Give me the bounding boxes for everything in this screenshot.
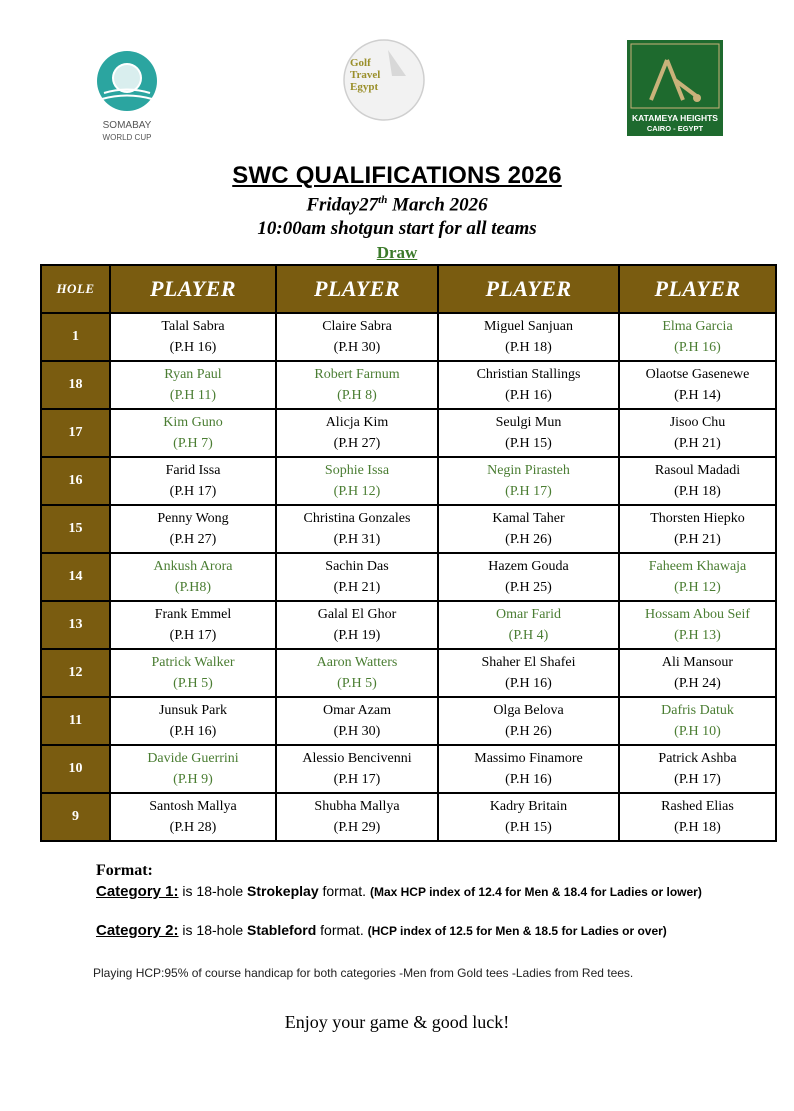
player-handicap: (P.H 27) [333, 436, 381, 451]
player-column-header: PLAYER [276, 265, 438, 313]
player-handicap: (P.H 16) [674, 340, 721, 355]
player-name: Ryan Paul [164, 367, 222, 382]
player-handicap: (P.H 30) [333, 340, 381, 355]
player-cell [438, 457, 619, 505]
player-name: Christian Stallings [476, 367, 581, 382]
player-cell [438, 553, 619, 601]
player-column-header: PLAYER [438, 265, 619, 313]
somabay-world-cup-logo [84, 48, 170, 143]
player-cell [619, 649, 776, 697]
category-1-format: Strokeplay [247, 883, 319, 899]
player-name: Talal Sabra [161, 319, 225, 334]
category-2-label: Category 2: [96, 922, 179, 939]
player-name: Junsuk Park [158, 703, 228, 718]
player-handicap: (P.H 7) [173, 436, 213, 451]
hole-number: 12 [41, 649, 110, 697]
table-row [41, 793, 776, 841]
gte-logo-line3: Egypt [350, 81, 379, 93]
player-cell [110, 361, 276, 409]
gte-logo-line1: Golf [350, 57, 371, 69]
player-cell [438, 697, 619, 745]
player-name: Rashed Elias [661, 799, 734, 814]
player-cell [619, 457, 776, 505]
player-name: Kim Guno [163, 415, 223, 430]
player-cell [276, 649, 438, 697]
katameya-heights-logo [627, 40, 723, 136]
player-name: Shaher El Shafei [481, 655, 576, 670]
player-cell [619, 361, 776, 409]
player-cell [110, 697, 276, 745]
player-handicap: (P.H 17) [674, 772, 721, 787]
player-handicap: (P.H 9) [173, 772, 213, 787]
somabay-logo-line2: WORLD CUP [102, 133, 152, 142]
hole-column-header: HOLE [41, 265, 110, 313]
player-name: Miguel Sanjuan [483, 319, 574, 334]
player-handicap: (P.H 25) [505, 580, 552, 595]
player-cell [619, 601, 776, 649]
player-handicap: (P.H 19) [333, 628, 381, 643]
format-heading: Format: [96, 862, 153, 879]
player-handicap: (P.H 15) [505, 436, 552, 451]
player-handicap: (P.H 13) [674, 628, 721, 643]
player-name: Ankush Arora [153, 559, 233, 574]
player-name: Sophie Issa [324, 463, 390, 478]
player-cell [438, 601, 619, 649]
player-cell [276, 601, 438, 649]
player-handicap: (P.H 17) [333, 772, 381, 787]
player-handicap: (P.H 8) [337, 388, 377, 403]
event-date [0, 194, 794, 216]
date-prefix: Friday27 [306, 194, 379, 216]
player-handicap: (P.H 16) [505, 772, 552, 787]
player-name: Galal El Ghor [317, 607, 397, 622]
player-cell [619, 553, 776, 601]
player-handicap: (P.H 30) [333, 724, 381, 739]
player-handicap: (P.H 18) [674, 820, 721, 835]
player-cell [110, 601, 276, 649]
player-cell [276, 505, 438, 553]
player-name: Omar Farid [496, 607, 561, 622]
player-cell [276, 697, 438, 745]
player-cell [276, 553, 438, 601]
player-name: Patrick Walker [151, 655, 235, 670]
player-handicap: (P.H 15) [505, 820, 552, 835]
player-cell [276, 409, 438, 457]
player-handicap: (P.H 29) [333, 820, 381, 835]
player-name: Sachin Das [325, 559, 389, 574]
player-name: Patrick Ashba [658, 751, 737, 766]
player-handicap: (P.H 12) [674, 580, 721, 595]
somabay-logo-line1: SOMABAY [102, 120, 152, 131]
player-cell [619, 697, 776, 745]
player-name: Claire Sabra [322, 319, 392, 334]
player-cell [110, 553, 276, 601]
player-handicap: (P.H 14) [674, 388, 721, 403]
golf-travel-egypt-logo [340, 36, 428, 124]
player-column-header: PLAYER [110, 265, 276, 313]
player-handicap: (P.H 24) [674, 676, 721, 691]
player-name: Shubha Mallya [314, 799, 400, 814]
category-1-after: format. [318, 883, 370, 899]
category-2-format: Stableford [247, 922, 317, 938]
hole-number: 9 [41, 793, 110, 841]
player-name: Faheem Khawaja [648, 559, 747, 574]
hole-number: 18 [41, 361, 110, 409]
category-1-label: Category 1: [96, 883, 179, 900]
player-name: Alicja Kim [325, 415, 389, 430]
player-name: Olga Belova [493, 703, 564, 718]
player-column-header: PLAYER [619, 265, 776, 313]
table-row [41, 553, 776, 601]
player-handicap: (P.H 21) [333, 580, 381, 595]
player-name: Penny Wong [157, 511, 229, 526]
draw-heading: Draw [376, 243, 418, 262]
player-handicap: (P.H 16) [169, 340, 217, 355]
player-cell [110, 313, 276, 361]
page-title: SWC QUALIFICATIONS 2026 [232, 162, 562, 189]
table-row [41, 745, 776, 793]
player-handicap: (P.H 16) [505, 676, 552, 691]
player-name: Christina Gonzales [303, 511, 411, 526]
player-cell [276, 361, 438, 409]
category-2-after: format. [316, 922, 368, 938]
player-name: Ali Mansour [661, 655, 734, 670]
player-name: Elma Garcia [662, 319, 733, 334]
table-row [41, 697, 776, 745]
start-info: 10:00am shotgun start for all teams [257, 218, 537, 239]
player-handicap: (P.H 17) [169, 484, 217, 499]
player-name: Santosh Mallya [149, 799, 237, 814]
player-handicap: (P.H 5) [337, 676, 377, 691]
player-cell [110, 793, 276, 841]
hole-number: 1 [41, 313, 110, 361]
player-name: Omar Azam [322, 703, 392, 718]
table-row [41, 601, 776, 649]
katameya-logo-line1: KATAMEYA HEIGHTS [632, 113, 718, 123]
player-cell [110, 745, 276, 793]
player-handicap: (P.H 16) [169, 724, 217, 739]
player-handicap: (P.H 26) [505, 532, 552, 547]
player-handicap: (P.H 21) [674, 532, 721, 547]
player-cell [276, 313, 438, 361]
player-handicap: (P.H 28) [169, 820, 217, 835]
player-name: Kadry Britain [489, 799, 568, 814]
player-handicap: (P.H 11) [169, 388, 217, 403]
player-name: Farid Issa [165, 463, 221, 478]
hole-number: 14 [41, 553, 110, 601]
player-handicap: (P.H 31) [333, 532, 381, 547]
hole-number: 16 [41, 457, 110, 505]
date-rest: March 2026 [387, 194, 488, 216]
player-name: Dafris Datuk [661, 703, 734, 718]
player-name: Hazem Gouda [488, 559, 569, 574]
player-name: Kamal Taher [492, 511, 565, 526]
player-cell [110, 409, 276, 457]
player-cell [619, 793, 776, 841]
player-handicap: (P.H 21) [674, 436, 721, 451]
player-cell [110, 649, 276, 697]
table-row [41, 457, 776, 505]
gte-logo-line2: Travel [350, 69, 381, 81]
player-name: Jisoo Chu [669, 415, 726, 430]
player-cell [276, 745, 438, 793]
category-2-text [96, 921, 736, 940]
hole-number: 17 [41, 409, 110, 457]
hole-number: 13 [41, 601, 110, 649]
player-name: Massimo Finamore [474, 751, 583, 766]
player-name: Thorsten Hiepko [650, 511, 745, 526]
player-handicap: (P.H 26) [505, 724, 552, 739]
category-1-desc: is 18-hole [178, 883, 248, 899]
player-handicap: (P.H 27) [169, 532, 217, 547]
hole-number: 10 [41, 745, 110, 793]
table-row [41, 361, 776, 409]
category-1-note: (Max HCP index of 12.4 for Men & 18.4 for Ladies or lower) [369, 885, 702, 899]
table-row [41, 505, 776, 553]
player-cell [438, 313, 619, 361]
player-name: Aaron Watters [316, 655, 398, 670]
hole-number: 11 [41, 697, 110, 745]
player-cell [438, 649, 619, 697]
player-cell [276, 457, 438, 505]
player-name: Frank Emmel [154, 607, 232, 622]
player-cell [619, 313, 776, 361]
player-name: Robert Farnum [314, 367, 400, 382]
player-handicap: (P.H 10) [674, 724, 721, 739]
player-cell [438, 409, 619, 457]
katameya-logo-line2: CAIRO - EGYPT [646, 124, 704, 133]
category-2-note: (HCP index of 12.5 for Men & 18.5 for Ladies or over) [367, 924, 667, 938]
player-name: Davide Guerrini [147, 751, 239, 766]
table-header-row [41, 265, 776, 313]
table-row [41, 649, 776, 697]
player-handicap: (P.H8) [174, 580, 212, 595]
player-handicap: (P.H 5) [173, 676, 213, 691]
logo-bar [0, 0, 794, 160]
draw-table [40, 264, 777, 842]
player-name: Rasoul Madadi [654, 463, 741, 478]
player-handicap: (P.H 12) [333, 484, 381, 499]
player-cell [619, 505, 776, 553]
player-cell [110, 505, 276, 553]
player-name: Negin Pirasteh [487, 463, 570, 478]
player-handicap: (P.H 18) [505, 340, 552, 355]
date-suffix-th: th [378, 194, 388, 206]
category-1-text [96, 882, 736, 901]
table-row [41, 409, 776, 457]
player-cell [276, 793, 438, 841]
player-cell [438, 793, 619, 841]
player-handicap: (P.H 4) [508, 628, 549, 643]
table-row [41, 313, 776, 361]
player-name: Alessio Bencivenni [302, 751, 412, 766]
player-cell [438, 361, 619, 409]
player-handicap: (P.H 18) [674, 484, 721, 499]
player-name: Seulgi Mun [495, 415, 562, 430]
player-cell [438, 745, 619, 793]
player-cell [619, 409, 776, 457]
player-handicap: (P.H 17) [505, 484, 552, 499]
player-handicap: (P.H 16) [505, 388, 552, 403]
player-name: Hossam Abou Seif [645, 607, 750, 622]
category-2-desc: is 18-hole [178, 922, 248, 938]
player-handicap: (P.H 17) [169, 628, 217, 643]
player-cell [438, 505, 619, 553]
player-cell [110, 457, 276, 505]
hole-number: 15 [41, 505, 110, 553]
closing-message: Enjoy your game & good luck! [284, 1012, 510, 1032]
playing-hcp-note: Playing HCP:95% of course handicap for both categories -Men from Gold tees -Ladies from Red tees. [93, 966, 634, 980]
player-name: Olaotse Gasenewe [645, 367, 750, 382]
player-cell [619, 745, 776, 793]
